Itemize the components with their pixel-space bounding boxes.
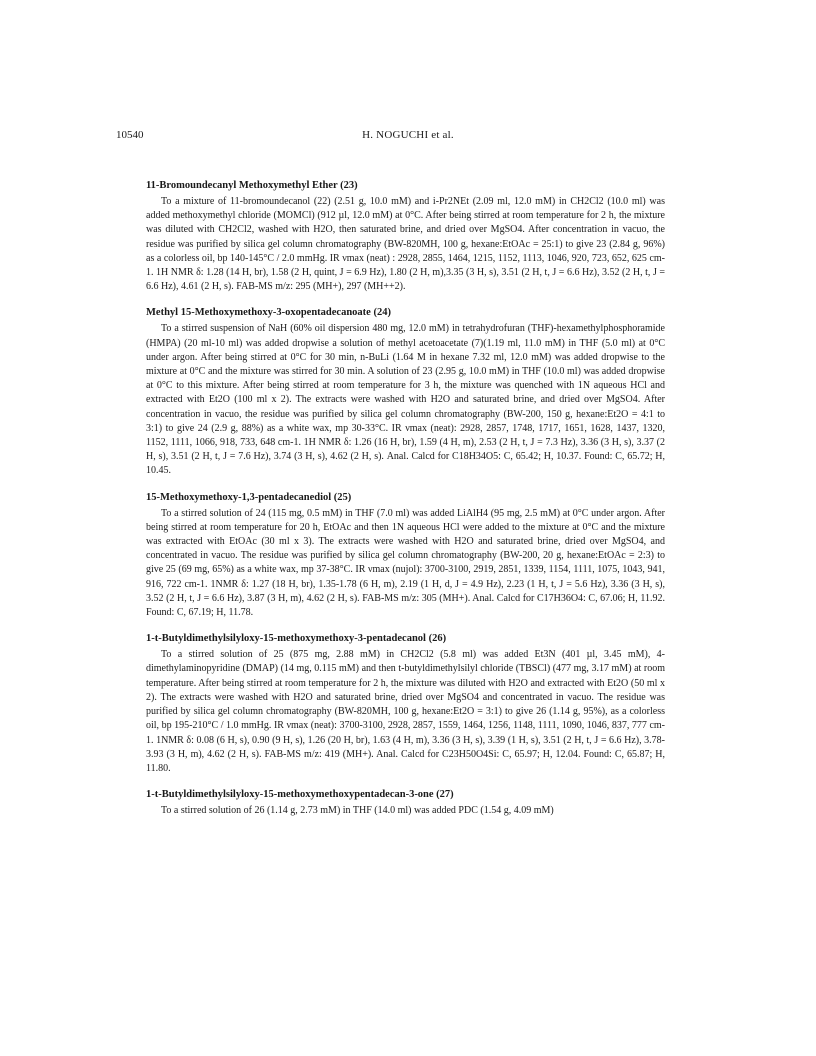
article-body <box>146 180 665 831</box>
page-number: 10540 <box>116 129 144 141</box>
section-heading: 1-t-Butyldimethylsilyloxy-15-methoxymethoxypentadecan-3-one (27) <box>146 789 454 801</box>
procedure-paragraph: To a stirred solution of 25 (875 mg, 2.88 mM) in CH2Cl2 (5.8 ml) was added Et3N (401 µl, 3.45 mM), 4-dimethylaminopyridine (DMAP) (14 mg, 0.115 mM) and then t-butyldimethylsilyl chloride (TBSCl) (477 mg, 3.17 mM) at room temperature. After being stirred at room temperature for 2 h, the mixture was diluted with H2O and extracted with Et2O (50 ml x 2). The extracts were washed with H2O and saturated brine, dried over MgSO4 and concentrated in vacuo. The residue was purified by silica gel column chromatography (BW-820MH, 100 g, hexane:Et2O = 3:1) to give 26 (1.14 g, 95%), as a colorless oil, bp 195-210°C / 1.0 mmHg. IR νmax (neat): 3700-3100, 2928, 2857, 1559, 1464, 1256, 1148, 1111, 1090, 1046, 837, 777 cm-1. 1NMR δ: 0.08 (6 H, s), 0.90 (9 H, s), 1.26 (20 H, br), 1.63 (4 H, m), 3.36 (3 H, s), 3.39 (1 H, s), 3.51 (2 H, t, J = 6.6 Hz), 3.78-3.93 (3 H, m), 4.62 (2 H, s). FAB-MS m/z: 419 (MH+). Anal. Calcd for C23H50O4Si: C, 65.97; H, 12.04. Found: C, 65.87; H, 11.80. <box>146 649 665 774</box>
experimental-section <box>146 633 665 776</box>
section-heading: 11-Bromoundecanyl Methoxymethyl Ether (23) <box>146 180 358 191</box>
procedure-paragraph: To a stirred solution of 26 (1.14 g, 2.73 mM) in THF (14.0 ml) was added PDC (1.54 g, 4.09 mM) <box>161 805 554 817</box>
procedure-paragraph: To a stirred solution of 24 (115 mg, 0.5 mM) in THF (7.0 ml) was added LiAlH4 (95 mg, 2.5 mM) at 0°C under argon. After being stirred at room temperature for 20 h, EtOAc and then 1N aqueous HCl were added to the mixture at 0°C and the mixture was extracted with EtOAc (30 ml x 3). The extracts were washed with H2O and saturated brine, dried over MgSO4, and concentrated in vacuo. The residue was purified by silica gel column chromatography (BW-200, 20 g, hexane:EtOAc = 2:3) to give 25 (69 mg, 65%) as a white wax, mp 37-38°C. IR νmax (nujol): 3700-3100, 2919, 2851, 1339, 1154, 1111, 1075, 1043, 941, 916, 722 cm-1. 1NMR δ: 1.27 (18 H, br), 1.35-1.78 (6 H, m), 2.19 (1 H, d, J = 4.9 Hz), 2.23 (1 H, t, J = 5.6 Hz), 3.36 (3 H, s), 3.52 (2 H, t, J = 6.6 Hz), 3.87 (3 H, m), 4.62 (2 H, s). FAB-MS m/z: 305 (MH+). Anal. Calcd for C17H36O4: C, 67.06; H, 11.92. Found: C, 67.19; H, 11.78. <box>146 507 665 619</box>
procedure-paragraph: To a mixture of 11-bromoundecanol (22) (2.51 g, 10.0 mM) and i-Pr2NEt (2.09 ml, 12.0 mM) in CH2Cl2 (10.0 ml) was added methoxymethyl chloride (MOMCl) (912 µl, 12.0 mM) at 0°C. After being stirred at room temperature for 2 h, the mixture was diluted with CH2Cl2, washed with H2O, then saturated brine, and dried over MgSO4. After concentration in vacuo, the residue was purified by silica gel column chromatography (BW-820MH, 100 g, hexane:EtOAc = 25:1) to give 23 (2.84 g, 96%) as a colorless oil, bp 140-145°C / 2.0 mmHg. IR νmax (neat) : 2928, 2855, 1464, 1215, 1152, 1113, 1046, 920, 723, 652, 625 cm-1. 1H NMR δ: 1.28 (14 H, br), 1.58 (2 H, quint, J = 6.9 Hz), 1.80 (2 H, m),3.35 (3 H, s), 3.51 (2 H, t, J = 6.6 Hz), 3.52 (2 H, t, J = 6.6 Hz), 4.61 (2 H, s). FAB-MS m/z: 295 (MH+), 297 (MH++2). <box>146 196 665 293</box>
experimental-section <box>146 307 665 478</box>
section-heading: 15-Methoxymethoxy-1,3-pentadecanediol (25) <box>146 491 352 503</box>
experimental-section <box>146 180 665 294</box>
running-head: H. NOGUCHI et al. <box>362 129 454 141</box>
experimental-section <box>146 789 665 818</box>
section-heading: Methyl 15-Methoxymethoxy-3-oxopentadecanoate (24) <box>146 307 391 319</box>
experimental-section <box>146 492 665 621</box>
procedure-paragraph: To a stirred suspension of NaH (60% oil dispersion 480 mg, 12.0 mM) in tetrahydrofuran (THF)-hexamethylphosphoramide (HMPA) (20 ml-10 ml) was added dropwise a solution of methyl acetoacetate (7)(1.19 ml, 11.0 mM) in THF (5.0 ml) at 0°C under argon. After being stirred at 0°C for 30 min, n-BuLi (1.64 M in hexane 7.32 ml, 12.0 mM) was added dropwise to the mixture at 0°C and the mixture was stirred for 30 min. A solution of 23 (2.95 g, 10.0 mM) in THF (10.0 ml) was added dropwise at 0°C to this mixture. After being stirred at room temperature for 3 h, the mixture was quenched with 1N aqueous HCl and extracted with Et2O (100 ml x 2). The extracts were washed with H2O and saturated brine, and dried over MgSO4. After concentration in vacuo, the residue was purified by silica gel column chromatography (BW-200, 150 g, hexane:Et2O = 4:1 to 3:1) to give 24 (2.9 g, 88%) as a white wax, mp 30-33°C. IR νmax (neat): 2928, 2857, 1748, 1717, 1651, 1628, 1437, 1320, 1152, 1111, 1066, 918, 733, 648 cm-1. 1H NMR δ: 1.26 (16 H, br), 1.59 (4 H, m), 2.53 (2 H, t, J = 7.3 Hz), 3.36 (3 H, s), 3.37 (2 H, s), 3.51 (2 H, t, J = 7.6 Hz), 3.74 (3 H, s), 4.62 (2 H, s). Anal. Calcd for C18H34O5: C, 65.42; H, 10.37. Found: C, 65.72; H, 10.45. <box>146 323 665 477</box>
section-heading: 1-t-Butyldimethylsilyloxy-15-methoxymethoxy-3-pentadecanol (26) <box>146 633 447 645</box>
